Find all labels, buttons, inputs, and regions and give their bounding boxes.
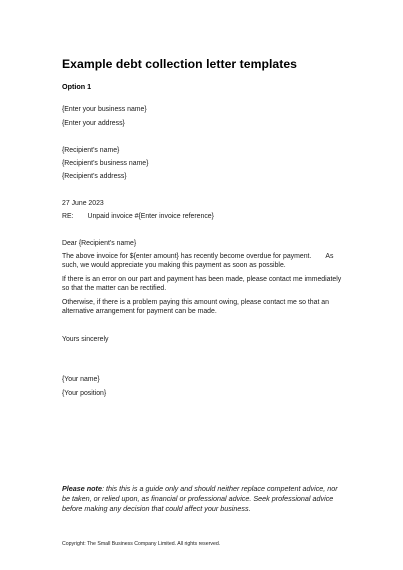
signature-name: {Your name}	[62, 376, 100, 383]
paragraph-alternative: Otherwise, if there is a problem paying this amount owing, please contact me so that an alternative arrangement for payment can be made.	[62, 299, 329, 316]
copyright-footer: Copyright: The Small Business Company Limited. All rights reserved.	[62, 541, 221, 547]
signature-position: {Your position}	[62, 390, 107, 397]
option-heading: Option 1	[62, 82, 92, 91]
subject-label: RE:	[62, 213, 74, 220]
paragraph-overdue-part-2: As such, we would appreciate you making this payment as soon as possible.	[62, 253, 334, 270]
paragraph-error: If there is an error on our part and payment has been made, please contact me immediately so that the matter can be rectified.	[62, 276, 342, 293]
subject-line	[62, 212, 214, 221]
page-title: Example debt collection letter templates	[62, 57, 297, 71]
sender-business-name: {Enter your business name}	[62, 106, 147, 113]
recipient-name: {Recipient’s name}	[62, 147, 120, 154]
paragraph-overdue	[62, 252, 344, 271]
disclaimer-label: Please note	[62, 484, 102, 493]
salutation: Dear {Recipient’s name}	[62, 240, 137, 247]
disclaimer-text: : this this is a guide only and should neither replace competent advice, nor be taken, or relied upon, as financial or professional advice. Seek professional advice before making any decision that could affect your business.	[62, 484, 338, 514]
paragraph-overdue-part-1: The above invoice for ${enter amount} has recently become overdue for payment.	[62, 253, 312, 260]
sender-address: {Enter your address}	[62, 120, 125, 127]
closing: Yours sincerely	[62, 336, 109, 343]
disclaimer	[62, 484, 342, 515]
recipient-address: {Recipient’s address}	[62, 173, 127, 180]
letter-date: 27 June 2023	[62, 200, 104, 207]
subject-text: Unpaid invoice #{Enter invoice reference}	[87, 213, 214, 220]
recipient-business-name: {Recipient’s business name}	[62, 160, 149, 167]
